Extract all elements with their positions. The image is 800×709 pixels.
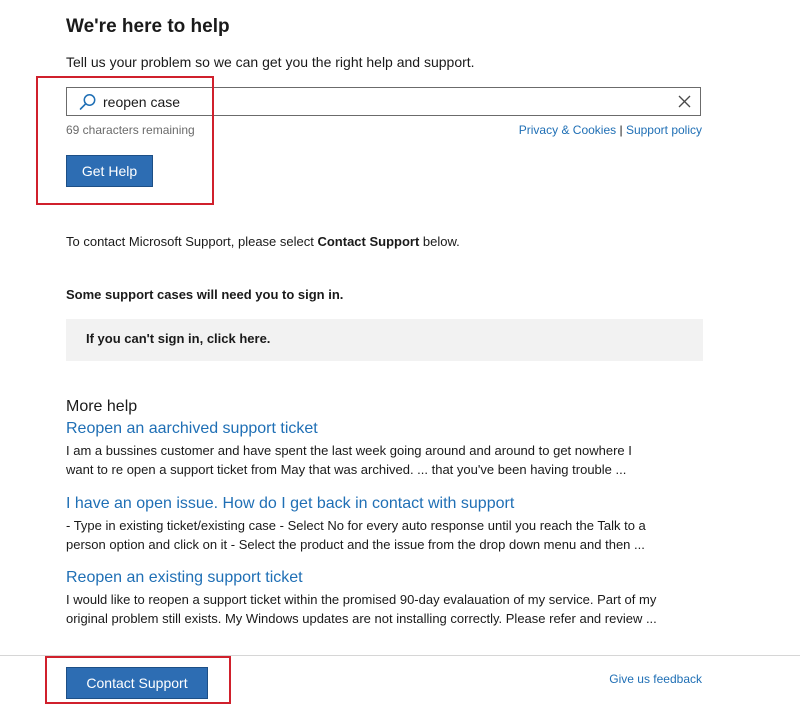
- result-snippet-line: person option and click on it - Select the product and the issue from the drop down menu and then ...: [66, 537, 645, 552]
- page-title: We're here to help: [66, 16, 230, 37]
- result-item: [66, 495, 706, 554]
- support-policy-link[interactable]: Support policy: [625, 123, 702, 137]
- result-title-link[interactable]: Reopen an existing support ticket: [66, 569, 303, 586]
- result-title-link[interactable]: I have an open issue. How do I get back in contact with support: [66, 495, 515, 512]
- search-input[interactable]: [103, 88, 663, 115]
- result-snippet-line: I am a bussines customer and have spent the last week going around and around to get nowhere I: [66, 443, 632, 458]
- privacy-cookies-link[interactable]: Privacy & Cookies: [518, 123, 617, 137]
- footer-divider: [0, 655, 800, 656]
- give-feedback-link[interactable]: Give us feedback: [609, 672, 702, 686]
- result-snippet: [66, 516, 706, 554]
- result-snippet-line: I would like to reopen a support ticket within the promised 90-day evalauation of my service. Part of my: [66, 592, 657, 607]
- contact-text-suffix: below.: [419, 234, 460, 249]
- result-snippet-line: - Type in existing ticket/existing case - Select No for every auto response until you reach the Talk to a: [66, 518, 646, 533]
- get-help-button[interactable]: Get Help: [66, 155, 153, 187]
- signin-panel: [66, 319, 703, 361]
- search-box[interactable]: [66, 87, 701, 116]
- contact-instructions: [66, 234, 460, 249]
- cant-signin-link[interactable]: If you can't sign in, click here.: [86, 331, 271, 346]
- signin-note: Some support cases will need you to sign in.: [66, 287, 344, 302]
- result-item: [66, 569, 706, 628]
- result-snippet-line: original problem still exists. My Windows updates are not installing correctly. Please refer and review ...: [66, 611, 657, 626]
- result-snippet: [66, 590, 706, 628]
- page-subtitle: Tell us your problem so we can get you the right help and support.: [66, 54, 475, 70]
- result-snippet: [66, 441, 706, 479]
- contact-text-prefix: To contact Microsoft Support, please select: [66, 234, 318, 249]
- result-title-link[interactable]: Reopen an aarchived support ticket: [66, 420, 318, 437]
- chars-remaining: 69 characters remaining: [66, 123, 195, 137]
- result-item: [66, 420, 706, 479]
- policy-links: [519, 123, 702, 137]
- close-icon[interactable]: [678, 95, 691, 108]
- contact-text-bold: Contact Support: [317, 234, 420, 249]
- search-icon: [79, 93, 97, 111]
- result-snippet-line: want to re open a support ticket from May that was archived. ... that you've been having trouble ...: [66, 462, 627, 477]
- contact-support-button[interactable]: Contact Support: [66, 667, 208, 699]
- more-help-heading: More help: [66, 398, 138, 415]
- link-separator: |: [619, 123, 623, 137]
